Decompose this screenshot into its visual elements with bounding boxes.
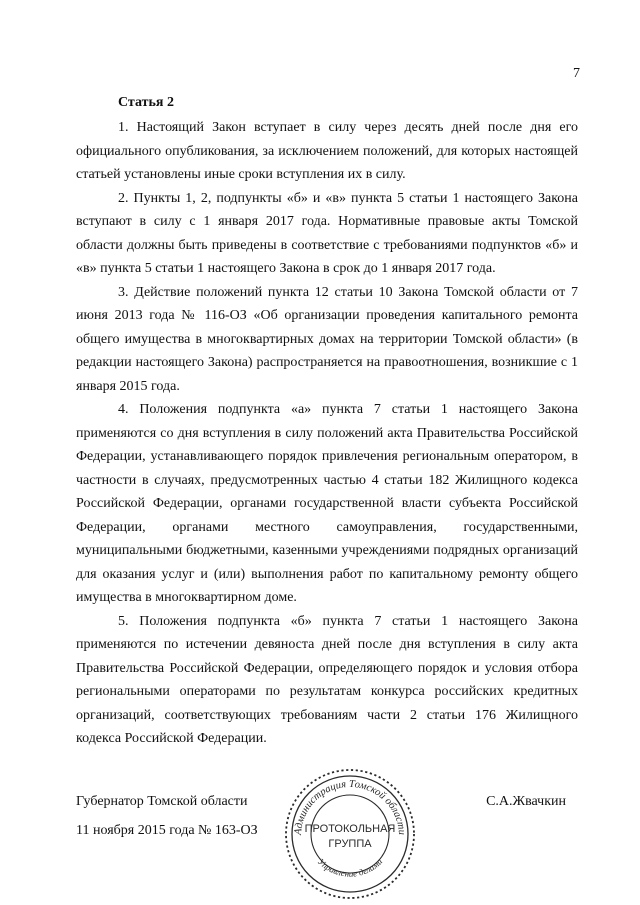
paragraph-3: 3. Действие положений пункта 12 статьи 10 Закона Томской области от 7 июня 2013 года № 116-ОЗ «Об организации проведения капитального ремонта общего имущества в многоквартирных домах на территории Томской области» (в редакции настоящего Закона) распространяется на правоотношения, возникшие с 1 января 2015 года. [76, 284, 578, 394]
article-heading: Статья 2 [118, 95, 174, 110]
official-seal-stamp [281, 766, 419, 902]
paragraph-2: 2. Пункты 1, 2, подпункты «б» и «в» пункта 5 статьи 1 настоящего Закона вступают в силу с 1 января 2017 года. Нормативные правовые акты Томской области должны быть приведены в соответствие с требованиями подпунктов «б» и «в» пункта 5 статьи 1 настоящего Закона в срок до 1 января 2017 года. [76, 190, 578, 276]
page-number: 7 [573, 66, 580, 81]
seal-center-line-1: ПРОТОКОЛЬНАЯ [304, 823, 396, 835]
seal-center-line-2: ГРУППА [328, 838, 372, 850]
governor-title: Губернатор Томской области [76, 794, 248, 809]
law-date-number: 11 ноября 2015 года № 163-ОЗ [76, 823, 258, 838]
document-body [76, 116, 578, 751]
seal-ring-text: Администрация Томской области [292, 778, 408, 836]
paragraph-5: 5. Положения подпункта «б» пункта 7 статьи 1 настоящего Закона применяются по истечении девяноста дней после дня вступления в силу акта Правительства Российской Федерации, определяющего порядок и условия отбора региональными операторами по результатам конкурса российских кредитных организаций, соответствующих требованиям части 2 статьи 176 Жилищного кодекса Российской Федерации. [76, 613, 578, 746]
paragraph-1: 1. Настоящий Закон вступает в силу через десять дней после дня его официального опубликования, за исключением положений, для которых настоящей статьей установлены иные сроки вступления их в силу. [76, 120, 578, 182]
paragraph-4: 4. Положения подпункта «а» пункта 7 статьи 1 настоящего Закона применяются со дня вступления в силу положений акта Правительства Российской Федерации, устанавливающего порядок привлечения региональным оператором, в частности в случаях, предусмотренных частью 4 статьи 182 Жилищного кодекса Российской Федерации, органами государственной власти субъекта Российской Федерации, органами местного самоуправления, государственными, муниципальными бюджетными, казенными учреждениями подрядных организаций для оказания услуг и (или) выполнения работ по капитальному ремонту общего имущества в многоквартирном доме. [76, 402, 578, 605]
signer-name: С.А.Жвачкин [486, 794, 566, 809]
seal-bottom-text: Управление делами [315, 856, 385, 879]
